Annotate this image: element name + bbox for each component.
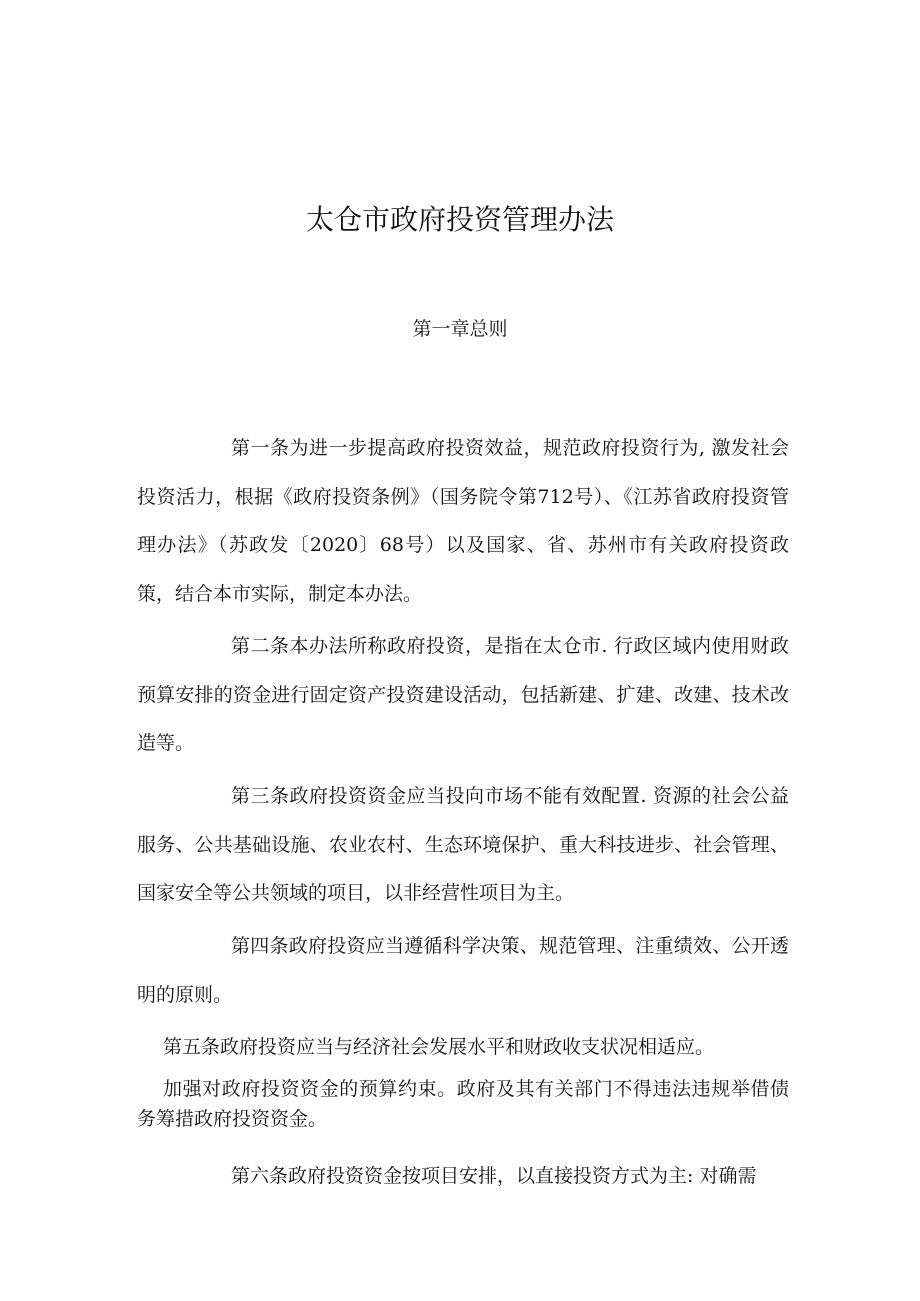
article-2-paragraph: 第二条本办法所称政府投资，是指在太仓市. 行政区域内使用财政预算安排的资金进行固定资产投资建设活动，包括新建、扩建、改建、技术改造等。	[137, 635, 789, 754]
article-1-paragraph: 第一条为进一步提高政府投资效益，规范政府投资行为, 激发社会投资活力，根据《政府投资条例》（国务院令第712号）、《江苏省政府投资管理办法》（苏政发〔2020〕68号）以及国家、省、苏州市有关政府投资政策，结合本市实际，制定本办法。	[137, 437, 789, 605]
article-4-paragraph: 第四条政府投资应当遵循科学决策、规范管理、注重绩效、公开透明的原则。	[137, 935, 789, 1006]
chapter-title: 第一章总则	[412, 318, 508, 340]
article-5-continuation-paragraph: 加强对政府投资资金的预算约束。政府及其有关部门不得违法违规举借债务筹措政府投资资金。	[137, 1078, 789, 1130]
article-3-paragraph: 第三条政府投资资金应当投向市场不能有效配置. 资源的社会公益服务、公共基础设施、农业农村、生态环境保护、重大科技进步、社会管理、国家安全等公共领域的项目，以非经营性项目为主。	[137, 785, 789, 904]
article-5-paragraph: 第五条政府投资应当与经济社会发展水平和财政收支状况相适应。	[163, 1036, 715, 1058]
document-title: 太仓市政府投资管理办法	[305, 203, 614, 236]
article-6-paragraph: 第六条政府投资资金按项目安排，以直接投资方式为主: 对确需	[231, 1165, 757, 1187]
